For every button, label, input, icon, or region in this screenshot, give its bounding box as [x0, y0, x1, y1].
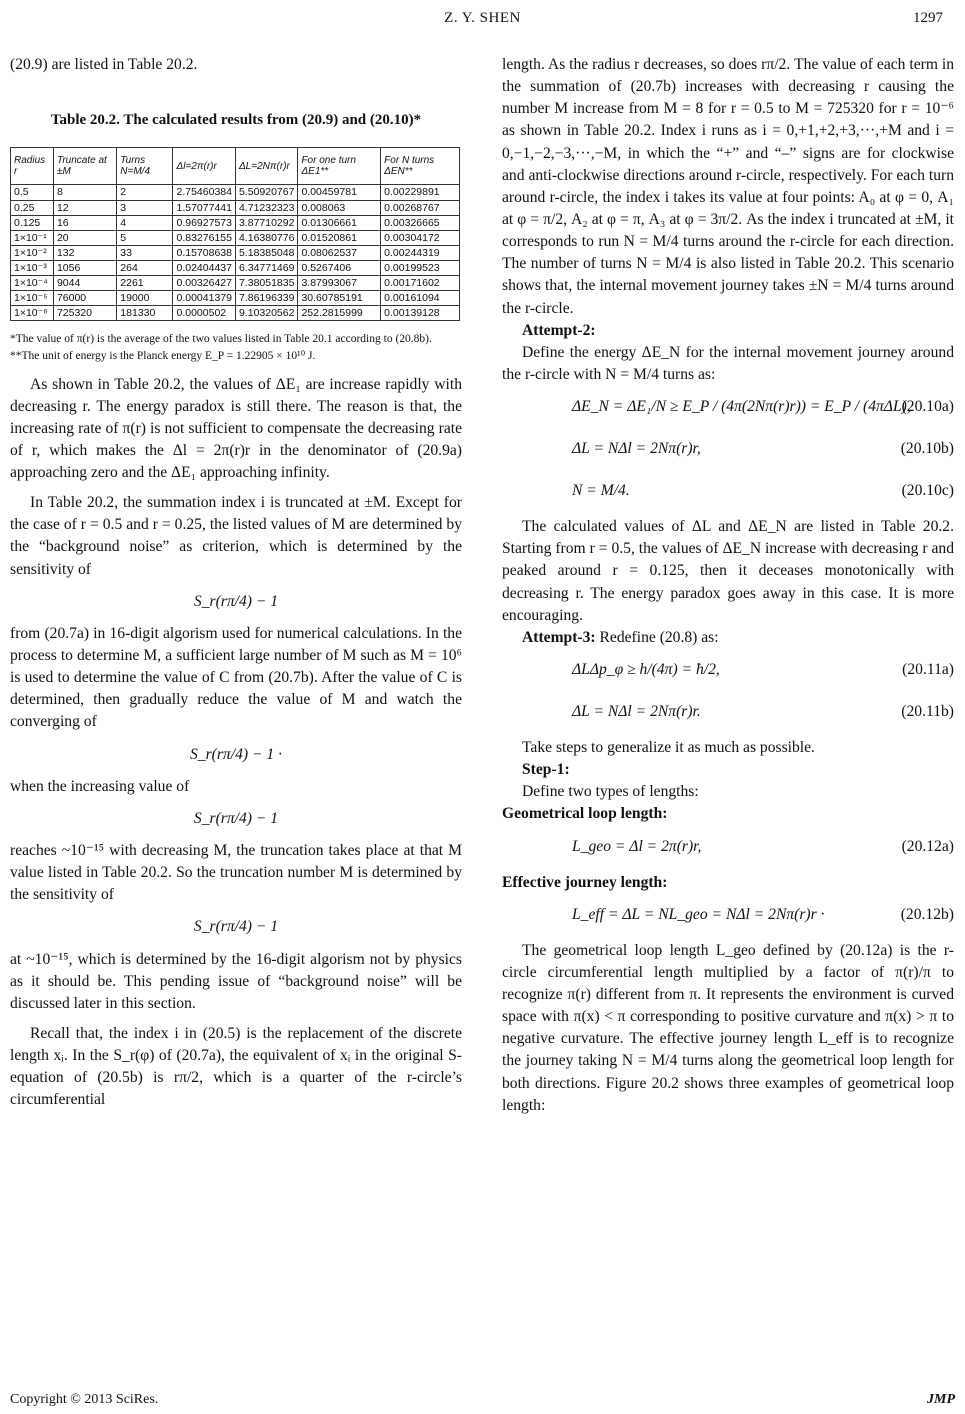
table-cell: 1×10⁻³	[11, 260, 54, 275]
table-row	[11, 275, 460, 290]
table-cell: 1×10⁻⁵	[11, 290, 54, 305]
table-cell: 0.00244319	[381, 245, 460, 260]
table-cell: 0.00304172	[381, 230, 460, 245]
table-cell: 4.16380776	[235, 230, 297, 245]
table-body	[11, 185, 460, 321]
table-header-cell: For N turns ΔEN**	[381, 148, 460, 185]
table-cell: 5	[117, 230, 173, 245]
table-cell: 132	[53, 245, 116, 260]
definition-label: Geometrical loop length	[502, 805, 663, 823]
table-row	[11, 230, 460, 245]
equation-row	[502, 432, 954, 470]
table-cell: 76000	[53, 290, 116, 305]
paragraph: when the increasing value of	[10, 777, 190, 795]
table-cell: 19000	[117, 290, 173, 305]
table-cell: 1×10⁻⁴	[11, 275, 54, 290]
table-cell: 0.125	[11, 215, 54, 230]
equation: S_r(rπ/4) − 1	[193, 592, 279, 610]
paragraph: Take steps to generalize it as much as possible.	[522, 738, 815, 756]
equation: N = M/4.	[572, 482, 630, 500]
equation: S_r(rπ/4) − 1	[193, 918, 279, 936]
table-caption: Table 20.2. The calculated results from (20.9) and (20.10)*	[50, 112, 422, 129]
table-header-cell: Radius r	[11, 148, 54, 185]
table-cell: 0.08062537	[298, 245, 381, 260]
table-header-cell: ΔL=2Nπ(r)r	[235, 148, 297, 185]
table-header-row	[11, 148, 460, 185]
table-cell: 252.2815999	[298, 305, 381, 320]
equation-number: (20.11a)	[902, 660, 954, 678]
table-cell: 5.18385048	[235, 245, 297, 260]
equation: ΔL = NΔl = 2Nπ(r)r.	[572, 702, 701, 720]
paragraph	[502, 627, 954, 649]
table-header-cell: For one turn ΔE1**	[298, 148, 381, 185]
equation: ΔE_N = ΔE₁/N ≥ E_P / (4π(2Nπ(r)r)) = E_P / (4πΔL),	[572, 398, 911, 416]
paragraph: from (20.7a) in 16-digit algorism used for numerical calculations. In the process to determine M, a sufficient large number of M such as M = 10⁶ is used to determine the value of C from (20.7b). After the value of C is determined, then gradually reduce the value of M and watch the converging of	[10, 624, 462, 731]
table-cell: 20	[53, 230, 116, 245]
table-row	[11, 260, 460, 275]
table-cell: 2.75460384	[173, 185, 235, 200]
table-cell: 264	[117, 260, 173, 275]
table-cell: 33	[117, 245, 173, 260]
paragraph-text: Redefine (20.8) as:	[595, 628, 719, 646]
table-cell: 0.00161094	[381, 290, 460, 305]
intro-text: (20.9) are listed in Table 20.2.	[10, 56, 198, 73]
paragraph: at ~10⁻¹⁵, which is determined by the 16-digit algorism not by physics as it should be. This pending issue of “background noise” will be discussed later in this section.	[10, 950, 462, 1012]
table-cell: 4.71232323	[235, 200, 297, 215]
table-cell: 0.00459781	[298, 185, 381, 200]
table-cell: 725320	[53, 305, 116, 320]
table-cell: 0.00139128	[381, 305, 460, 320]
paragraph: The calculated values of ΔL and ΔE_N are listed in Table 20.2. Starting from r = 0.5, the values of ΔE_N increase with decreasing r and peaked around r = 0.125, then it deceases monotonically with decreasing r. The energy paradox goes away in this case. It is more encouraging.	[502, 518, 954, 624]
table-header-cell: Δl=2π(r)r	[173, 148, 235, 185]
equation-number: (20.12b)	[900, 905, 954, 923]
table-cell: 4	[117, 215, 173, 230]
table-cell: 2	[117, 185, 173, 200]
equation: L_eff = ΔL = NL_geo = NΔl = 2Nπ(r)r ·	[572, 905, 825, 923]
table-row	[11, 200, 460, 215]
page-number: 1297	[913, 10, 943, 26]
table-cell: 6.34771469	[235, 260, 297, 275]
table-cell: 7.86196339	[235, 290, 297, 305]
paragraph: As shown in Table 20.2, the values of ΔE₁ are increase rapidly with decreasing r. The energy paradox is still there. The reason is that, the increasing rate of π(r) is not sufficient to compensate the decreasing rate of r, which makes the Δl = 2π(r)r in the denominator of (20.9a) approaching zero and the ΔE₁ approaching infinity.	[10, 375, 462, 482]
results-table	[10, 147, 460, 321]
table-cell: 12	[53, 200, 116, 215]
table-cell: 9.10320562	[235, 305, 297, 320]
table-cell: 0.00171602	[381, 275, 460, 290]
paragraph: Define the energy ΔE_N for the internal movement journey around the r-circle with N = M/4 turns as:	[502, 343, 954, 383]
section-heading: Step-1:	[522, 761, 570, 779]
copyright: Copyright © 2013 SciRes.	[10, 1392, 159, 1407]
table-cell: 0.00326427	[173, 275, 235, 290]
table-row	[11, 245, 460, 260]
definition-heading: Effective journey length:	[502, 873, 668, 891]
table-cell: 5.50920767	[235, 185, 297, 200]
table-row	[11, 185, 460, 200]
table-cell: 8	[53, 185, 116, 200]
section-heading: Attempt-2:	[522, 321, 596, 339]
table-header-cell: Turns N=M/4	[117, 148, 173, 185]
equation-number: (20.10a)	[901, 398, 954, 416]
paragraph: Recall that, the index i in (20.5) is the replacement of the discrete length xᵢ. In the S_r(φ) of (20.7a), the equivalent of xᵢ in the original S-equation of (20.5b) is rπ/2, which is a quarter of the r-circle’s circumferential	[10, 1025, 462, 1109]
section-heading: Attempt-3:	[522, 628, 596, 646]
equation-number: (20.11b)	[901, 702, 954, 720]
equation: S_r(rπ/4) − 1 ·	[190, 745, 282, 763]
paragraph: Define two types of lengths:	[522, 783, 699, 801]
equation: S_r(rπ/4) − 1	[193, 809, 279, 827]
definition-heading: Geometrical loop length:	[502, 805, 668, 823]
journal-abbrev: JMP	[927, 1392, 955, 1407]
table-cell: 0.96927573	[173, 215, 235, 230]
table-cell: 0.15708638	[173, 245, 235, 260]
table-cell: 3.87993067	[298, 275, 381, 290]
table-cell: 30.60785191	[298, 290, 381, 305]
table-cell: 0.25	[11, 200, 54, 215]
equation-number: (20.12a)	[901, 837, 954, 855]
table-cell: 7.38051835	[235, 275, 297, 290]
table-cell: 1×10⁻²	[11, 245, 54, 260]
table-cell: 0.01306661	[298, 215, 381, 230]
table-cell: 0.83276155	[173, 230, 235, 245]
equation-row	[502, 898, 954, 936]
table-cell: 0.02404437	[173, 260, 235, 275]
equation-row	[502, 390, 954, 428]
table-cell: 0.00199523	[381, 260, 460, 275]
table-row	[11, 290, 460, 305]
equation: ΔLΔp_φ ≥ h/(4π) = ħ/2,	[572, 660, 720, 678]
table-cell: 0.00326665	[381, 215, 460, 230]
table-cell: 0.0000502	[173, 305, 235, 320]
right-column	[502, 54, 954, 1117]
equation-row	[502, 474, 954, 512]
equation-number: (20.10b)	[900, 440, 954, 458]
running-author: Z. Y. SHEN	[444, 10, 521, 26]
left-column	[10, 54, 462, 1112]
page-header	[0, 8, 965, 30]
table-footnote: *The value of π(r) is the average of the two values listed in Table 20.1 according to (20.8b). **The unit of energy is the Planck energy E_P = 1.22905 × 10¹⁰ J.	[10, 333, 432, 363]
table-cell: 0.008063	[298, 200, 381, 215]
table-cell: 1056	[53, 260, 116, 275]
paragraph: In Table 20.2, the summation index i is truncated at ±M. Except for the case of r = 0.5 and r = 0.25, the listed values of M are determined by the “background noise” as criterion, which is determined by the sensitivity of	[10, 494, 462, 578]
page-footer	[10, 1390, 955, 1410]
definition-label: Effective journey length	[502, 873, 663, 891]
table-cell: 0.5	[11, 185, 54, 200]
paragraph: reaches ~10⁻¹⁵ with decreasing M, the truncation takes place at that M value listed in Table 20.2. So the truncation number M is determined by the sensitivity of	[10, 842, 462, 904]
table-cell: 3.87710292	[235, 215, 297, 230]
table-cell: 0.00268767	[381, 200, 460, 215]
equation-row	[502, 653, 954, 691]
table-cell: 1×10⁻¹	[11, 230, 54, 245]
table-cell: 0.00041379	[173, 290, 235, 305]
table-cell: 3	[117, 200, 173, 215]
table-cell: 0.5267406	[298, 260, 381, 275]
table-cell: 2261	[117, 275, 173, 290]
table-row	[11, 305, 460, 320]
table-cell: 0.01520861	[298, 230, 381, 245]
equation-row	[502, 830, 954, 868]
table-row	[11, 215, 460, 230]
table-cell: 9044	[53, 275, 116, 290]
paragraph: The geometrical loop length L_geo defined by (20.12a) is the r-circle circumferential length multiplied by a factor of π(r)/π to recognize π(r) different from π. It represents the environment is curved space with π(x) < π corresponding to positive curvature and π(x) > π to negative curvature. The effective journey length L_eff is to recognize the journey taking N = M/4 turns along the geometrical loop length for both directions. Figure 20.2 shows three examples of geometrical loop length:	[502, 941, 954, 1114]
table-cell: 1×10⁻⁶	[11, 305, 54, 320]
paragraph: length. As the radius r decreases, so does rπ/2. The value of each term in the summation of (20.7b) increases with decreasing r causing the number M increase from M = 8 for r = 0.5 to M = 725320 for r = 10⁻⁶ as shown in Table 20.2. Index i runs as i = 0,+1,+2,+3,···,+M and i = 0,−1,−2,−3,···,−M, in which the “+” and “–” signs are for clockwise and anti-clockwise directions around r-circle, respectively. For each turn around r-circle, the index i takes its value at four points: A₀ at φ = 0, A₁ at φ = π/2, A₂ at φ = π, A₃ at φ = 3π/2. As the index i truncated at ±M, it corresponds to run N = M/4 turns around the r-circle for each direction. The number of turns N = M/4 is also listed in Table 20.2. This scenario shows that, the internal movement journey takes ±N = M/4 turns around the r-circle.	[502, 56, 954, 317]
equation-number: (20.10c)	[901, 482, 954, 500]
equation: ΔL = NΔl = 2Nπ(r)r,	[572, 440, 701, 458]
equation: L_geo = Δl = 2π(r)r,	[572, 837, 702, 855]
table-header-cell: Truncate at ±M	[53, 148, 116, 185]
table-cell: 1.57077441	[173, 200, 235, 215]
table-cell: 16	[53, 215, 116, 230]
table-cell: 0.00229891	[381, 185, 460, 200]
table-cell: 181330	[117, 305, 173, 320]
equation-row	[502, 695, 954, 733]
